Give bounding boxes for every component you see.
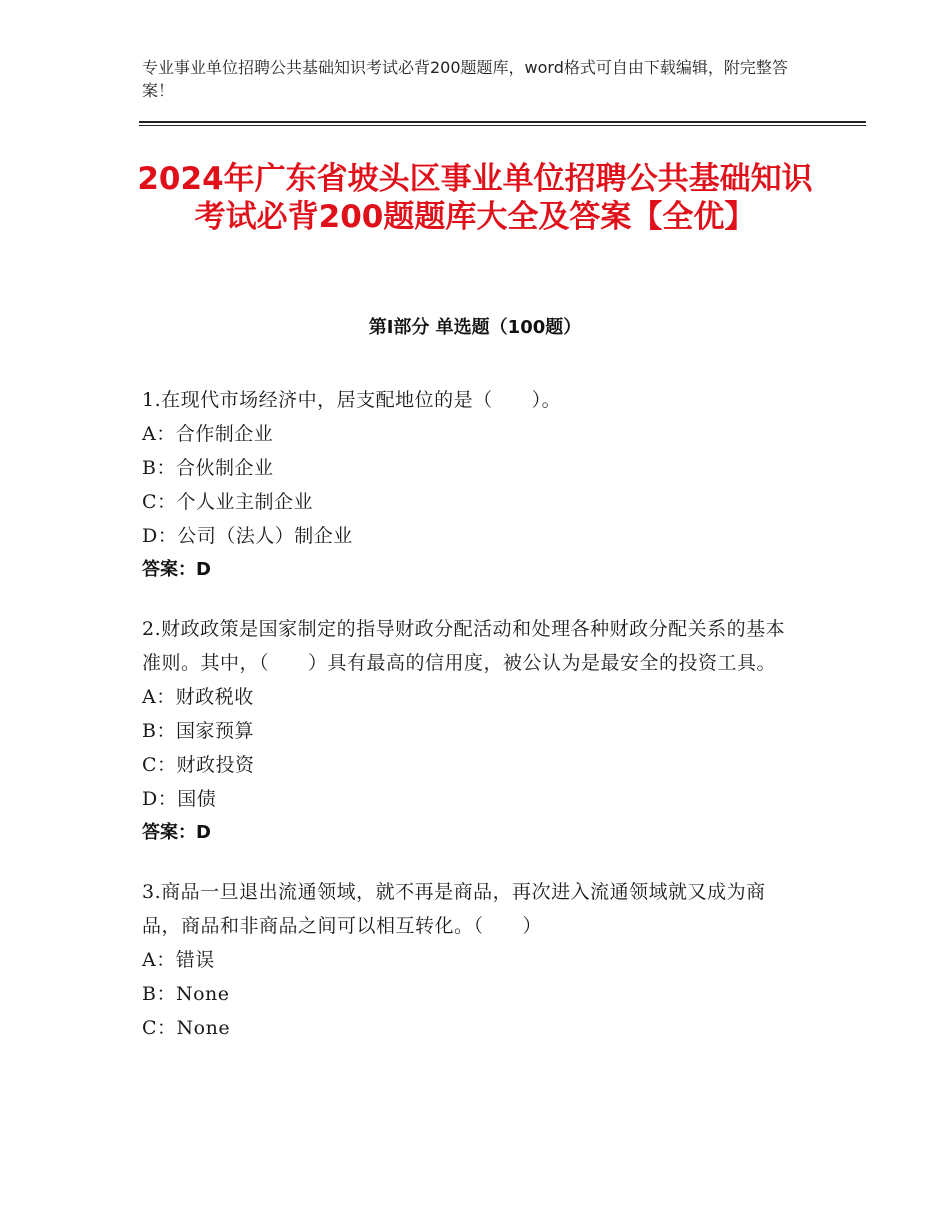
answer: 答案：D <box>142 559 211 580</box>
document-title: 2024年广东省坡头区事业单位招聘公共基础知识考试必背200题题库大全及答案【全优】 <box>137 161 813 235</box>
header-divider-thick <box>139 121 866 123</box>
option-d: D：公司（法人）制企业 <box>142 525 353 547</box>
header-divider-thin <box>139 125 866 126</box>
option-a: A：合作制企业 <box>142 423 274 445</box>
option-b: B：国家预算 <box>142 720 254 742</box>
question-stem: 2.财政政策是国家制定的指导财政分配活动和处理各种财政分配关系的基本准则。其中，（ ）具有最高的信用度，被公认为是最安全的投资工具。 <box>142 618 786 674</box>
option-c: C：财政投资 <box>142 754 255 776</box>
answer: 答案：D <box>142 822 211 843</box>
option-c: C：个人业主制企业 <box>142 491 314 513</box>
section-title: 第Ⅰ部分 单选题（100题） <box>368 317 582 338</box>
question-list <box>142 383 802 1045</box>
question-stem: 1.在现代市场经济中，居支配地位的是（ ）。 <box>142 389 562 411</box>
option-b: B：None <box>142 983 230 1005</box>
header-note: 专业事业单位招聘公共基础知识考试必背200题题库，word格式可自由下载编辑，附完整答案！ <box>142 58 788 100</box>
question-3 <box>142 875 802 1045</box>
question-1 <box>142 383 802 587</box>
option-c: C：None <box>142 1017 231 1039</box>
question-2 <box>142 612 802 850</box>
option-d: D：国债 <box>142 788 217 810</box>
option-b: B：合伙制企业 <box>142 457 274 479</box>
question-stem: 3.商品一旦退出流通领域，就不再是商品，再次进入流通领域就又成为商品，商品和非商品之间可以相互转化。（ ） <box>142 881 766 937</box>
option-a: A：财政税收 <box>142 686 254 708</box>
option-a: A：错误 <box>142 949 215 971</box>
